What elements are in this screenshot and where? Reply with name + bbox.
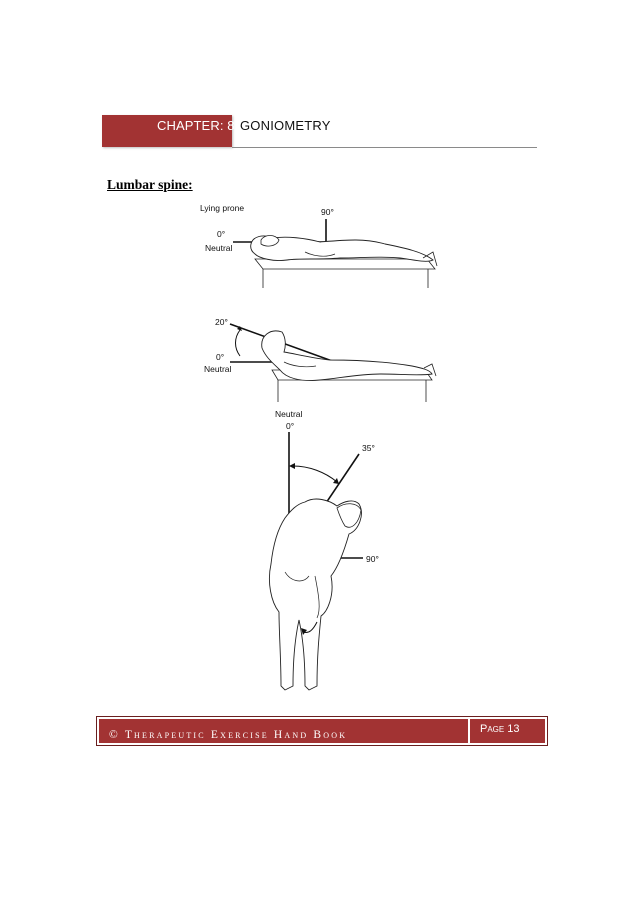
prone-extension-illustration <box>200 312 440 407</box>
header-rule <box>232 147 537 148</box>
angle-label-20: 20° <box>215 317 228 327</box>
figure-prone-lumbar <box>195 200 445 290</box>
page-footer <box>96 716 548 746</box>
copyright-icon: © <box>109 729 120 741</box>
angle-label-0: 0° <box>286 421 295 431</box>
neutral-top-label: Neutral <box>275 409 303 419</box>
angle-label-35: 35° <box>362 443 375 453</box>
figure-caption-lying-prone: Lying prone <box>200 203 245 213</box>
footer-page-box <box>468 719 545 743</box>
angle-label-90: 90° <box>366 554 379 564</box>
angle-arc <box>236 330 241 356</box>
standing-figure <box>269 499 361 690</box>
angle-arc <box>293 466 337 482</box>
angle-label-90: 90° <box>321 207 334 217</box>
figure-standing-flexion <box>255 406 405 698</box>
footer-band <box>99 719 545 743</box>
neutral-label: Neutral <box>205 243 233 253</box>
page-number: Page 13 <box>480 723 520 735</box>
footer-book-title <box>109 729 347 741</box>
book-title-text: Therapeutic Exercise Hand Book <box>124 729 348 741</box>
chapter-number: CHAPTER: 8 <box>157 118 235 133</box>
angle-label-0: 0° <box>217 229 226 239</box>
standing-flexion-illustration <box>255 406 405 698</box>
prone-lumbar-illustration <box>195 200 445 290</box>
neutral-label: Neutral <box>204 364 232 374</box>
arc-arrowhead-right <box>333 478 339 484</box>
arc-arrowhead-left <box>289 463 295 469</box>
figure-prone-extension <box>200 312 440 407</box>
section-heading: Lumbar spine: <box>107 177 193 192</box>
angle-label-0: 0° <box>216 352 225 362</box>
extension-figure <box>262 331 432 381</box>
chapter-title: GONIOMETRY <box>240 118 331 133</box>
